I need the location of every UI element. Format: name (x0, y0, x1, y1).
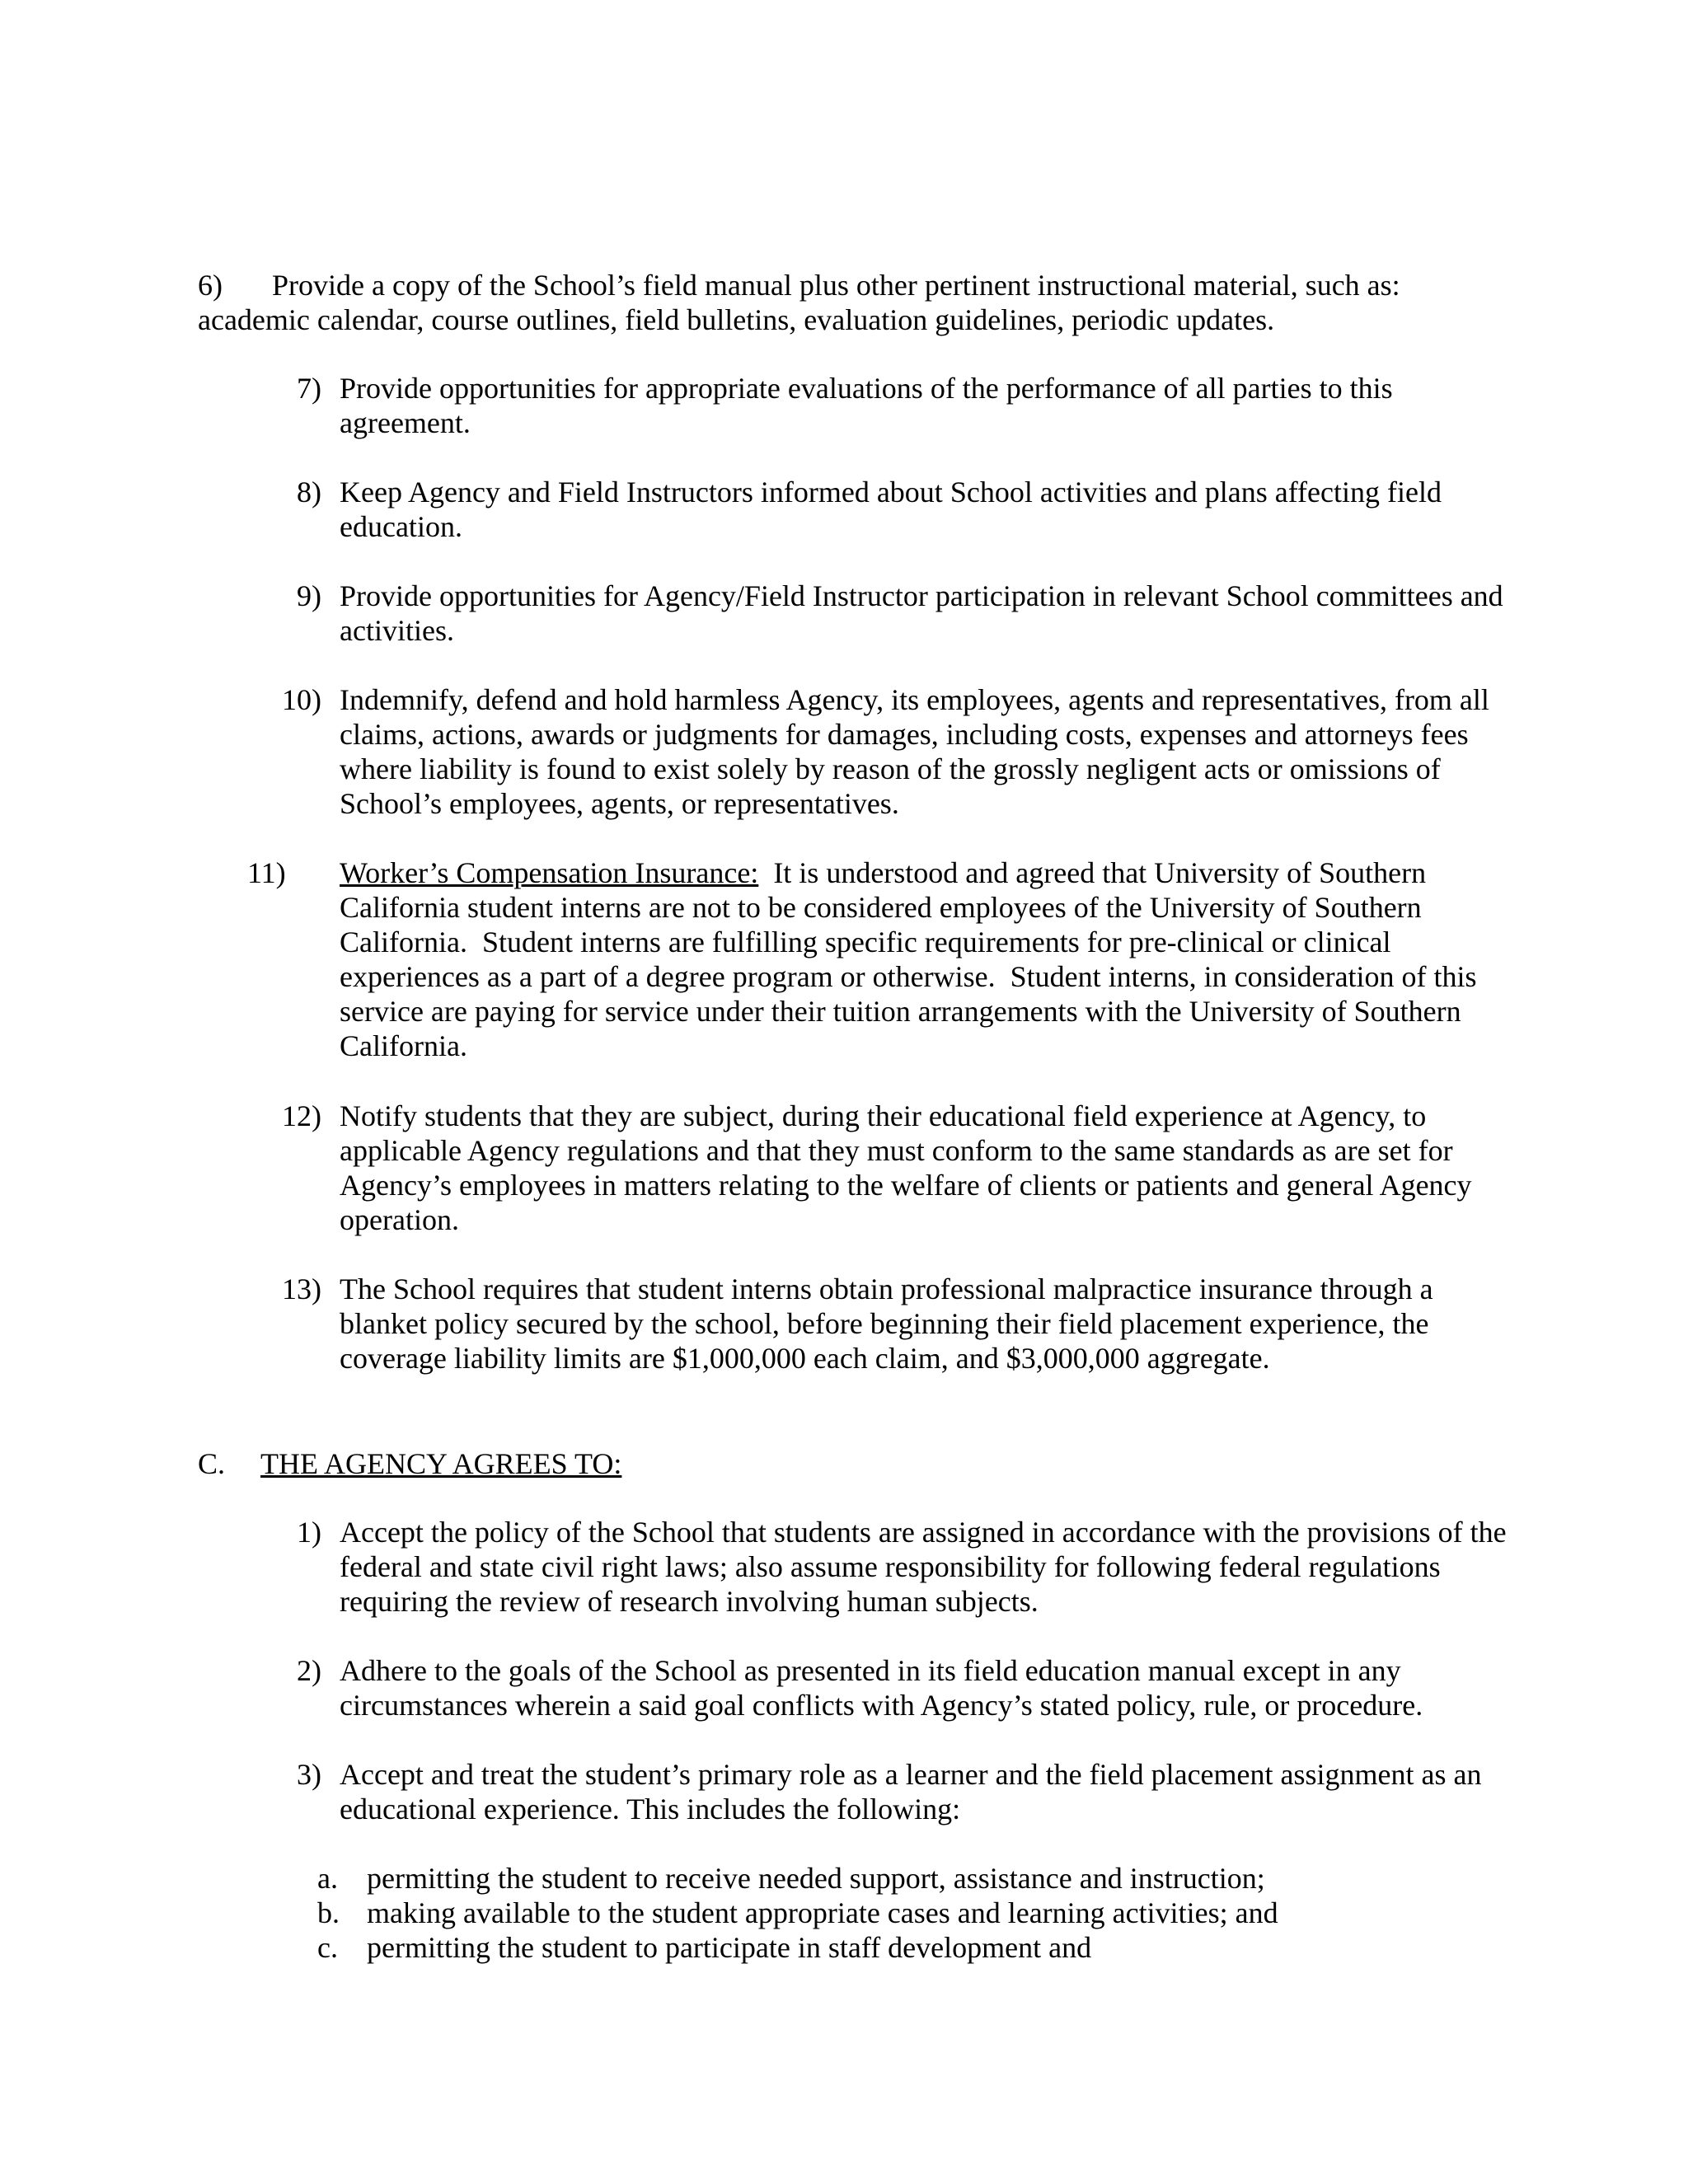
item-text-line-2: academic calendar, course outlines, field bulletins, evaluation guidelines, periodic updates. (198, 303, 1275, 336)
item-text (321, 855, 1508, 1063)
list-item-11 (239, 855, 1508, 1063)
item-number: 2) (297, 1654, 321, 1687)
item-text: Provide opportunities for appropriate evaluations of the performance of all parties to this agreement. (340, 372, 1393, 439)
sub-item-text: permitting the student to receive needed support, assistance and instruction; (367, 1862, 1265, 1895)
list-item-9 (239, 579, 1508, 648)
sub-item-c (317, 1930, 1521, 1965)
item-number: 9) (297, 579, 321, 612)
sub-item-text: permitting the student to participate in staff development and (367, 1931, 1092, 1964)
item-number: 7) (297, 372, 321, 405)
item-number: 6) (198, 269, 223, 302)
item-number: 8) (297, 476, 321, 509)
list-item-c1 (239, 1515, 1508, 1619)
item-number: 1) (297, 1516, 321, 1549)
item-text: Provide opportunities for Agency/Field Instructor participation in relevant School committees and activities. (340, 579, 1503, 647)
item-text: Accept and treat the student’s primary role as a learner and the field placement assignment as an educational experience. This includes the following: (340, 1758, 1482, 1825)
section-title: THE AGENCY AGREES TO: (260, 1447, 622, 1480)
list-item-7 (239, 371, 1508, 440)
section-letter: C. (198, 1447, 226, 1480)
item-heading: Worker’s Compensation Insurance: (340, 856, 759, 889)
list-item-8 (239, 475, 1508, 544)
sub-item-letter: c. (317, 1931, 338, 1964)
sub-item-a (317, 1861, 1521, 1896)
sub-item-b (317, 1896, 1521, 1930)
item-text: Adhere to the goals of the School as presented in its field education manual except in any circumstances wherein a said goal conflicts with Agency’s stated policy, rule, or procedure. (340, 1654, 1423, 1722)
list-item-10 (239, 682, 1508, 821)
sub-item-letter: b. (317, 1896, 340, 1929)
item-number: 13) (282, 1272, 321, 1305)
item-text: Indemnify, defend and hold harmless Agency, its employees, agents and representatives, from all claims, actions, awards or judgments for damages, including costs, expenses and attorneys fees where liability is found to exist solely by reason of the grossly negligent acts or omissions of School’s employees, agents, or representatives. (340, 683, 1489, 820)
item-number: 10) (282, 683, 321, 716)
list-item-13 (239, 1272, 1508, 1376)
item-number: 3) (297, 1758, 321, 1791)
sub-item-letter: a. (317, 1862, 338, 1895)
item-body: It is understood and agreed that University of Southern California student interns are not to be considered employees of the University of Southern California. Student interns are fulfilling specific requirements for pre-clinical or clinical experiences as a part of a degree program or otherwise. Student interns, in consideration of this service are paying for service under their tuition arrangements with the University of Southern California. (340, 856, 1484, 1062)
item-number: 12) (282, 1099, 321, 1132)
list-item-c3 (239, 1757, 1508, 1826)
list-item-12 (239, 1099, 1508, 1237)
list-item-c2 (239, 1653, 1508, 1722)
item-text-line-1: Provide a copy of the School’s field manual plus other pertinent instructional material, such as: (272, 269, 1400, 302)
item-text: Accept the policy of the School that students are assigned in accordance with the provisions of the federal and state civil right laws; also assume responsibility for following federal regulations requiring the review of research involving human subjects. (340, 1516, 1507, 1618)
list-item-6 (198, 268, 1484, 337)
item-text: Notify students that they are subject, during their educational field experience at Agency, to applicable Agency regulations and that they must conform to the same standards as are set for Agency’s employees in matters relating to the welfare of clients or patients and general Agency operation. (340, 1099, 1472, 1236)
section-heading-c (198, 1446, 621, 1481)
item-number: 11) (247, 856, 286, 889)
item-text: The School requires that student interns obtain professional malpractice insurance through a blanket policy secured by the school, before beginning their field placement experience, the coverage liability limits are $1,000,000 each claim, and $3,000,000 aggregate. (340, 1272, 1433, 1375)
item-text: Keep Agency and Field Instructors informed about School activities and plans affecting field education. (340, 476, 1442, 543)
sub-item-text: making available to the student appropriate cases and learning activities; and (367, 1896, 1278, 1929)
